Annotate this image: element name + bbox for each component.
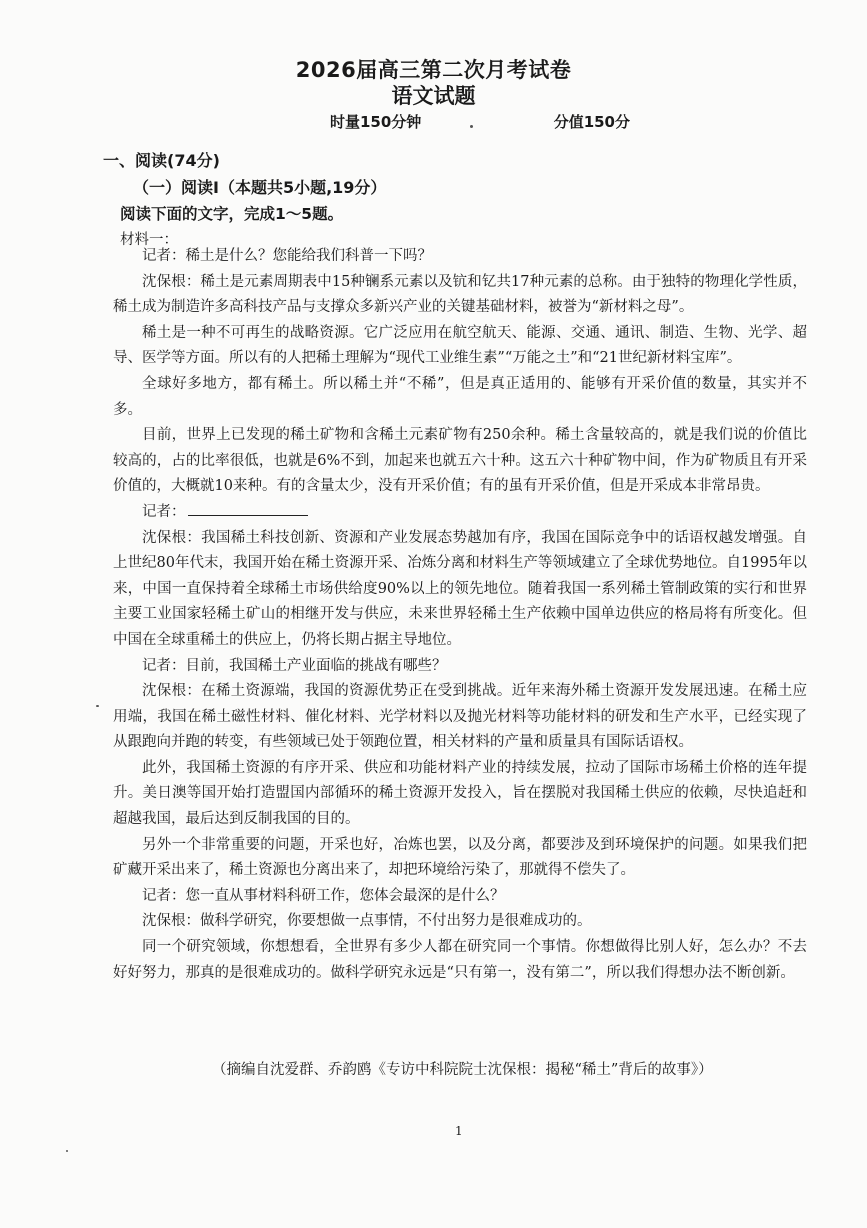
section-heading: 一、阅读(74分) [103,151,220,170]
scan-speck [96,705,99,707]
scan-speck [470,125,473,128]
subsection-heading: （一）阅读Ⅰ（本题共5小题,19分） [133,178,387,197]
exam-title: 2026届高三第二次月考试卷 [295,58,572,82]
paragraph: 沈保根：稀土是元素周期表中15种镧系元素以及钪和钇共17种元素的总称。由于独特的物理化学性质，稀土成为制造许多高科技产品与支撑众多新兴产业的关键基础材料，被誉为“新材料之母”。 [113,273,807,316]
paragraph: 记者：您一直从事材料科研工作，您体会最深的是什么？ [142,887,505,904]
instruction: 阅读下面的文字，完成1～5题。 [120,205,344,223]
paragraph: 另外一个非常重要的问题，开采也好，冶炼也罢，以及分离，都要涉及到环境保护的问题。如果我们把矿藏开采出来了，稀土资源也分离出来了，却把环境给污染了，那就得不偿失了。 [113,836,807,879]
page-number: 1 [455,1124,463,1138]
reporter-question-blank [113,500,807,526]
paragraph: 全球好多地方，都有稀土。所以稀土并“不稀”，但是真正适用的、能够有开采价值的数量，其实并不多。 [113,375,807,418]
paragraph: 沈保根：我国稀土科技创新、资源和产业发展态势越加有序，我国在国际竞争中的话语权越发增强。自上世纪80年代末，我国开始在稀土资源开采、冶炼分离和材料生产等领域建立了全球优势地位。自1995年以来，中国一直保持着全球稀土市场供给度90%以上的领先地位。随着我国一系列稀土管制政策的实行和世界主要工业国家轻稀土矿山的相继开发与供应，未来世界轻稀土生产依赖中国单边供应的格局将有所变化。但中国在全球重稀土的供应上，仍将长期占据主导地位。 [113,529,807,648]
total-score: 分值150分 [553,113,630,131]
paragraph: 目前，世界上已发现的稀土矿物和含稀土元素矿物有250余种。稀土含量较高的，就是我们说的价值比较高的，占的比率很低，也就是6%不到，加起来也就五六十种。这五六十种矿物中间，作为矿物质且有开采价值的，大概就10来种。有的含量太少，没有开采价值；有的虽有开采价值，但是开采成本非常昂贵。 [113,427,807,495]
material-label: 材料一： [120,232,178,248]
subject-title: 语文试题 [391,84,476,108]
paragraph: 沈保根：做科学研究，你要想做一点事情，不付出努力是很难成功的。 [142,913,592,930]
paragraph: 沈保根：在稀土资源端，我国的资源优势正在受到挑战。近年来海外稀土资源开发发展迅速。在稀土应用端，我国在稀土磁性材料、催化材料、光学材料以及抛光材料等功能材料的研发和生产水平，已经实现了从跟跑向并跑的转变，有些领域已处于领跑位置，相关材料的产量和质量具有国际话语权。 [113,683,807,751]
exam-meta [330,111,630,132]
reporter-label: 记者： [142,503,186,520]
time-limit: 时量150分钟 [330,113,422,131]
paragraph: 记者：目前，我国稀土产业面临的挑战有哪些？ [142,657,447,674]
source-citation: （摘编自沈爱群、乔韵鸥《专访中科院院士沈保根：揭秘“稀土”背后的故事》） [212,1062,713,1078]
paragraph: 记者：稀土是什么？您能给我们科普一下吗？ [142,248,432,264]
reading-text [113,244,807,986]
scan-speck [66,1150,68,1152]
paragraph: 稀土是一种不可再生的战略资源。它广泛应用在航空航天、能源、交通、通讯、制造、生物、光学、超导、医学等方面。所以有的人把稀土理解为“现代工业维生素”“万能之土”和“21世纪新材料宝库”。 [113,324,807,367]
paragraph: 同一个研究领域，你想想看，全世界有多少人都在研究同一个事情。你想做得比别人好，怎么办？不去好好努力，那真的是很难成功的。做科学研究永远是“只有第一，没有第二”，所以我们得想办法不断创新。 [113,939,807,981]
paragraph: 此外，我国稀土资源的有序开采、供应和功能材料产业的持续发展，拉动了国际市场稀土价格的连年提升。美日澳等国开始打造盟国内部循环的稀土资源开发投入，旨在摆脱对我国稀土供应的依赖，尽快追赶和超越我国，最后达到反制我国的目的。 [113,759,807,828]
answer-blank[interactable] [188,501,308,516]
